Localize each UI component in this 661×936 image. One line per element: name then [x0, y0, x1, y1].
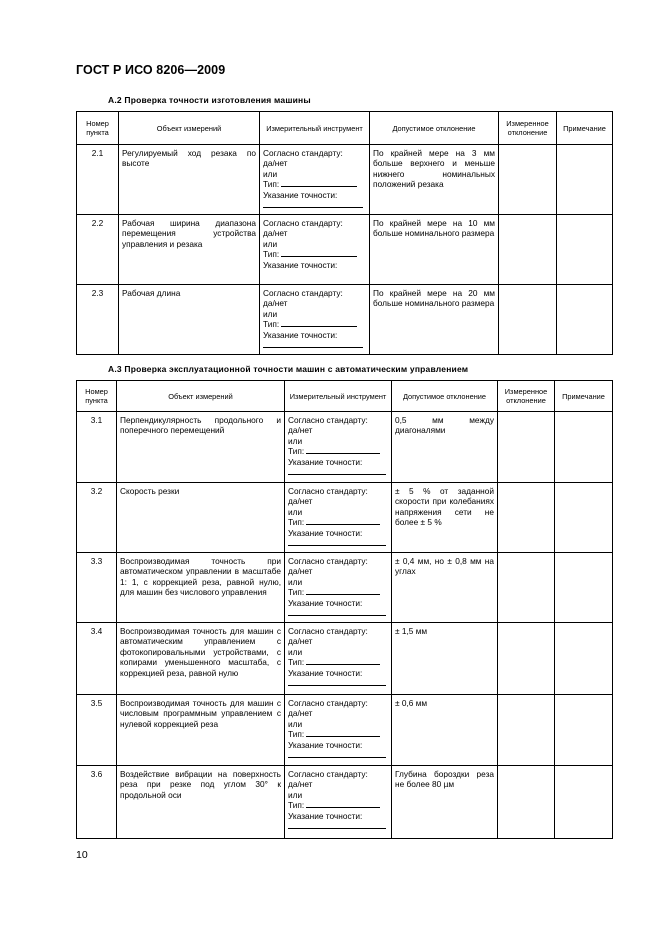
- type-blank: [281, 249, 357, 257]
- row-num: 3.5: [77, 695, 117, 766]
- col-header-object: Объект измерений: [119, 112, 260, 145]
- row-object: Регулируемый ход резака по высоте: [119, 145, 260, 215]
- instr-line: да/нет: [288, 708, 313, 719]
- instr-line: или: [288, 718, 303, 729]
- type-blank: [306, 800, 380, 808]
- instr-type-label: Тип:: [288, 729, 305, 740]
- col-header-num: Номер пункта: [77, 381, 117, 412]
- table-row: [77, 553, 613, 623]
- row-measured: [499, 285, 557, 355]
- instr-type-label: Тип:: [288, 800, 305, 811]
- section-title-a2: А.2 Проверка точности изготовления машины: [108, 95, 311, 105]
- instr-line: Согласно стандарту:: [288, 486, 368, 496]
- instr-type-label: Тип:: [288, 587, 305, 598]
- table-row: [77, 483, 613, 553]
- table-row: [77, 766, 613, 839]
- row-object: Воспроизводимая точность для машин с автоматическим управлением с фотокопировальными устройствами, с копирами уменьшенного масштаба, с коррекцией реза, равной нулю: [117, 623, 285, 695]
- instr-line: Согласно стандарту:: [288, 698, 368, 708]
- row-instrument: [285, 623, 392, 695]
- instr-line: Указание точности:: [288, 810, 363, 821]
- row-note: [555, 412, 613, 483]
- instr-line: Указание точности:: [263, 259, 338, 270]
- row-instrument: [260, 145, 370, 215]
- type-blank: [306, 446, 380, 454]
- instr-line: да/нет: [288, 636, 313, 647]
- instr-type-label: Тип:: [263, 319, 280, 330]
- page-number: 10: [76, 849, 88, 861]
- col-header-num: Номер пункта: [77, 112, 119, 145]
- row-object: Воспроизводимая точность для машин с числовым программным управлением с нулевой коррекцией реза: [117, 695, 285, 766]
- type-blank: [281, 179, 357, 187]
- accuracy-blank: [263, 340, 363, 348]
- instr-line: Указание точности:: [288, 527, 363, 538]
- row-note: [555, 553, 613, 623]
- col-header-object: Объект измерений: [117, 381, 285, 412]
- row-tolerance: ± 5 % от заданной скорости при колебаниях напряжения сети не более ± 5 %: [392, 483, 498, 553]
- row-tolerance: По крайней мере на 10 мм больше номинального размера: [370, 215, 499, 285]
- row-instrument: [285, 483, 392, 553]
- row-tolerance: 0,5 мм между диагоналями: [392, 412, 498, 483]
- instr-type-label: Тип:: [263, 249, 280, 260]
- instr-line: или: [263, 308, 278, 319]
- col-header-tolerance: Допустимое отклонение: [370, 112, 499, 145]
- instr-line: Согласно стандарту:: [288, 626, 368, 636]
- col-header-instrument: Измерительный инструмент: [285, 381, 392, 412]
- table-row: [77, 412, 613, 483]
- row-note: [555, 623, 613, 695]
- instr-line: да/нет: [263, 158, 288, 169]
- row-object: Воспроизводимая точность при автоматическом управлении в масштабе 1: 1, с коррекцией реза, равной нулю, для машин без числового управления: [117, 553, 285, 623]
- row-num: 3.2: [77, 483, 117, 553]
- instr-line: или: [263, 168, 278, 179]
- table-a3: [76, 380, 613, 839]
- type-blank: [306, 517, 380, 525]
- row-instrument: [285, 766, 392, 839]
- row-num: 3.1: [77, 412, 117, 483]
- row-num: 2.3: [77, 285, 119, 355]
- row-object: Воздействие вибрации на поверхность реза при резке под углом 30° к продольной оси: [117, 766, 285, 839]
- instr-line: Согласно стандарту:: [263, 218, 343, 228]
- instr-type-label: Тип:: [288, 517, 305, 528]
- row-instrument: [285, 695, 392, 766]
- row-note: [557, 215, 613, 285]
- row-instrument: [260, 285, 370, 355]
- instr-line: или: [288, 576, 303, 587]
- table-row: [77, 695, 613, 766]
- instr-line: Согласно стандарту:: [288, 769, 368, 779]
- instr-line: Согласно стандарту:: [263, 288, 343, 298]
- row-num: 3.3: [77, 553, 117, 623]
- accuracy-blank: [288, 750, 386, 758]
- type-blank: [306, 587, 380, 595]
- instr-line: Указание точности:: [288, 456, 363, 467]
- row-instrument: [285, 412, 392, 483]
- row-tolerance: ± 1,5 мм: [392, 623, 498, 695]
- row-num: 3.4: [77, 623, 117, 695]
- col-header-measured: Измеренное отклонение: [499, 112, 557, 145]
- instr-type-label: Тип:: [288, 657, 305, 668]
- row-measured: [499, 215, 557, 285]
- row-object: Перпендикулярность продольного и поперечного перемещений: [117, 412, 285, 483]
- instr-line: Согласно стандарту:: [288, 556, 368, 566]
- instr-line: или: [288, 646, 303, 657]
- row-measured: [498, 695, 555, 766]
- instr-line: Указание точности:: [263, 329, 338, 340]
- row-measured: [498, 412, 555, 483]
- row-measured: [498, 553, 555, 623]
- row-note: [557, 145, 613, 215]
- row-note: [557, 285, 613, 355]
- table-row: [77, 145, 613, 215]
- row-measured: [498, 483, 555, 553]
- col-header-note: Примечание: [555, 381, 613, 412]
- row-note: [555, 766, 613, 839]
- instr-line: или: [288, 789, 303, 800]
- accuracy-blank: [263, 200, 363, 208]
- instr-line: Указание точности:: [288, 667, 363, 678]
- row-measured: [499, 145, 557, 215]
- accuracy-blank: [288, 608, 386, 616]
- row-object: Рабочая ширина диапазона перемещения устройства управления и резака: [119, 215, 260, 285]
- row-tolerance: По крайней мере на 3 мм больше верхнего и меньше нижнего номинальных положений резака: [370, 145, 499, 215]
- type-blank: [281, 319, 357, 327]
- row-object: Скорость резки: [117, 483, 285, 553]
- instr-line: да/нет: [288, 425, 313, 436]
- table-a2: [76, 111, 613, 355]
- table-row: [77, 285, 613, 355]
- instr-line: Согласно стандарту:: [263, 148, 343, 158]
- row-num: 3.6: [77, 766, 117, 839]
- row-num: 2.2: [77, 215, 119, 285]
- instr-line: или: [263, 238, 278, 249]
- row-tolerance: По крайней мере на 20 мм больше номинального размера: [370, 285, 499, 355]
- accuracy-blank: [288, 467, 386, 475]
- accuracy-blank: [288, 678, 386, 686]
- section-title-a3: А.3 Проверка эксплуатационной точности машин с автоматическим управлением: [108, 364, 469, 374]
- table-row: [77, 215, 613, 285]
- col-header-measured: Измеренное отклонение: [498, 381, 555, 412]
- instr-line: или: [288, 435, 303, 446]
- instr-line: Указание точности:: [263, 189, 338, 200]
- row-note: [555, 695, 613, 766]
- instr-line: да/нет: [288, 496, 313, 507]
- col-header-instrument: Измерительный инструмент: [260, 112, 370, 145]
- accuracy-blank: [288, 821, 386, 829]
- type-blank: [306, 657, 380, 665]
- accuracy-blank: [288, 538, 386, 546]
- instr-line: Указание точности:: [288, 739, 363, 750]
- row-tolerance: ± 0,4 мм, но ± 0,8 мм на углах: [392, 553, 498, 623]
- row-instrument: [260, 215, 370, 285]
- type-blank: [306, 729, 380, 737]
- table-row: [77, 623, 613, 695]
- row-num: 2.1: [77, 145, 119, 215]
- col-header-note: Примечание: [557, 112, 613, 145]
- row-object: Рабочая длина: [119, 285, 260, 355]
- col-header-tolerance: Допустимое отклонение: [392, 381, 498, 412]
- instr-line: или: [288, 506, 303, 517]
- row-measured: [498, 623, 555, 695]
- instr-line: да/нет: [288, 779, 313, 790]
- instr-line: Указание точности:: [288, 597, 363, 608]
- instr-type-label: Тип:: [288, 446, 305, 457]
- row-tolerance: ± 0,6 мм: [392, 695, 498, 766]
- row-note: [555, 483, 613, 553]
- document-header: ГОСТ Р ИСО 8206—2009: [76, 63, 226, 77]
- row-instrument: [285, 553, 392, 623]
- row-measured: [498, 766, 555, 839]
- instr-line: да/нет: [288, 566, 313, 577]
- row-tolerance: Глубина бороздки реза не более 80 µм: [392, 766, 498, 839]
- instr-type-label: Тип:: [263, 179, 280, 190]
- instr-line: да/нет: [263, 298, 288, 309]
- instr-line: да/нет: [263, 228, 288, 239]
- instr-line: Согласно стандарту:: [288, 415, 368, 425]
